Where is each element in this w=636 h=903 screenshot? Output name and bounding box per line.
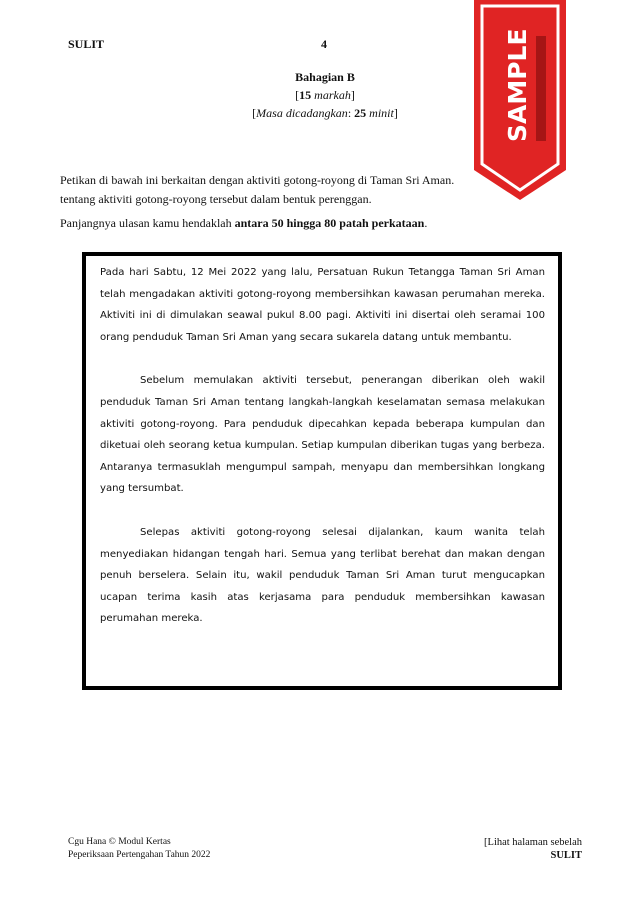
section-title: Bahagian B xyxy=(295,70,355,84)
footer-next-page-text: [Lihat halaman sebelah xyxy=(484,837,582,848)
passage-paragraph-3: Selepas aktiviti gotong-royong selesai dijalankan, kaum wanita telah menyediakan hidangan tengah hari. Semua yang terlibat berehat dan makan dengan penuh berselera. Selain itu, wakil penduduk Taman Sri Aman turut mengucapkan ucapan terima kasih atas kerjasama para penduduk membersihkan kawasan perumahan mereka. xyxy=(100,526,545,625)
instruction-line-3 xyxy=(60,214,600,232)
footer-credit-line-2: Peperiksaan Pertengahan Tahun 2022 xyxy=(68,850,211,860)
footer-sulit: SULIT xyxy=(550,850,582,861)
instruction-line-2: tentang aktiviti gotong-royong tersebut dalam bentuk perenggan. xyxy=(60,192,372,206)
marks-word: markah xyxy=(314,88,351,102)
passage-paragraph-2: Sebelum memulakan aktiviti tersebut, penerangan diberikan oleh wakil penduduk Taman Sri Aman tentang langkah-langkah keselamatan semasa melakukan aktiviti gotong-royong. Para penduduk dipecahkan kepada beberapa kumpulan dan diketuai oleh seorang ketua kumpulan. Setiap kumpulan diberikan tugas yang berbeza. Antaranya termasuklah mengumpul sampah, menyapu dan membersihkan longkang yang tersumbat. xyxy=(100,375,545,495)
instruction-line-1-text: Petikan di bawah ini berkaitan dengan aktiviti gotong-royong di Taman Sri Aman. xyxy=(60,173,455,187)
header-sulit: SULIT xyxy=(68,37,105,51)
instruction-line-3-pre: Panjangnya ulasan kamu hendaklah xyxy=(60,216,232,230)
time-value: 25 xyxy=(354,106,367,120)
marks-number: 15 xyxy=(299,88,312,102)
passage-box xyxy=(82,252,562,690)
footer-credit xyxy=(68,836,210,862)
time-label: Masa dicadangkan xyxy=(256,106,348,120)
instruction-word-count: antara 50 hingga 80 patah perkataan xyxy=(234,216,425,230)
page-number: 4 xyxy=(321,37,327,51)
passage-paragraph-1: Pada hari Sabtu, 12 Mei 2022 yang lalu, Persatuan Rukun Tetangga Taman Sri Aman telah mengadakan aktiviti gotong-royong membersihkan kawasan perumahan mereka. Aktiviti ini di dimulakan seawal pukul 8.00 pagi. Aktiviti ini disertai oleh seramai 100 orang penduduk Taman Sri Aman yang secara sukarela datang untuk membantu. xyxy=(100,267,545,343)
instruction-line-3-post: . xyxy=(424,216,428,230)
section-time: [Masa dicadangkan: 25 minit] xyxy=(252,106,398,120)
footer-credit-line-1: Cgu Hana © Modul Kertas xyxy=(68,837,171,847)
sample-stamp xyxy=(474,0,566,200)
sample-stamp-text: SAMPLE xyxy=(503,28,532,142)
time-unit: minit xyxy=(369,106,394,120)
footer-next-page xyxy=(470,836,582,862)
section-marks: [15 markah] xyxy=(295,88,355,102)
passage-text xyxy=(100,262,545,652)
